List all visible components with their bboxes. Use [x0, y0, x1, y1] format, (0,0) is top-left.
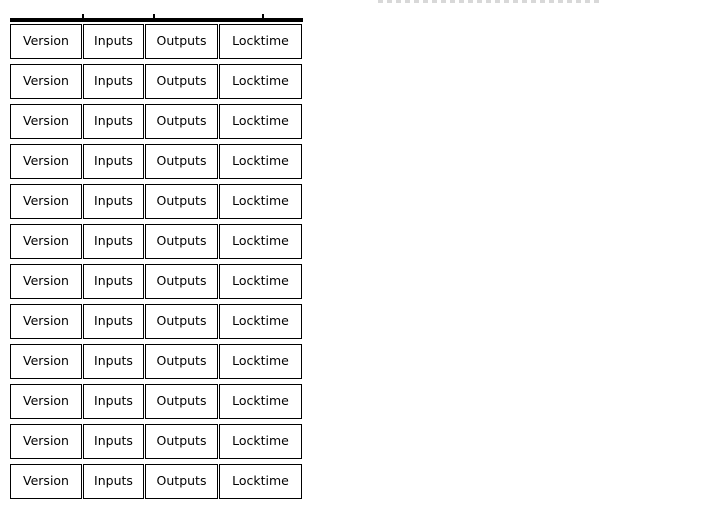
cell-outputs: Outputs [145, 304, 218, 339]
cell-version: Version [10, 264, 82, 299]
table-row [10, 464, 303, 499]
cell-locktime: Locktime [219, 104, 302, 139]
cell-version: Version [10, 184, 82, 219]
cell-version: Version [10, 384, 82, 419]
top-rule [10, 18, 303, 22]
table-row [10, 64, 303, 99]
table-row [10, 264, 303, 299]
table-row [10, 144, 303, 179]
cell-version: Version [10, 144, 82, 179]
cell-inputs: Inputs [83, 264, 144, 299]
cell-outputs: Outputs [145, 104, 218, 139]
tick-mark-3 [262, 14, 264, 19]
table-row [10, 104, 303, 139]
cell-locktime: Locktime [219, 144, 302, 179]
cell-locktime: Locktime [219, 424, 302, 459]
cell-inputs: Inputs [83, 224, 144, 259]
cell-locktime: Locktime [219, 304, 302, 339]
transaction-rows [10, 24, 303, 504]
cell-version: Version [10, 344, 82, 379]
table-row [10, 224, 303, 259]
tick-mark-1 [82, 14, 84, 19]
table-row [10, 304, 303, 339]
cell-inputs: Inputs [83, 184, 144, 219]
cell-version: Version [10, 224, 82, 259]
table-row [10, 424, 303, 459]
cell-locktime: Locktime [219, 264, 302, 299]
cell-outputs: Outputs [145, 264, 218, 299]
tick-mark-2 [153, 14, 155, 19]
cell-version: Version [10, 64, 82, 99]
table-row [10, 384, 303, 419]
cell-locktime: Locktime [219, 64, 302, 99]
faint-dashed-bar [378, 0, 600, 3]
cell-inputs: Inputs [83, 24, 144, 59]
cell-inputs: Inputs [83, 384, 144, 419]
cell-inputs: Inputs [83, 104, 144, 139]
cell-version: Version [10, 304, 82, 339]
cell-outputs: Outputs [145, 64, 218, 99]
cell-inputs: Inputs [83, 304, 144, 339]
cell-inputs: Inputs [83, 344, 144, 379]
table-row [10, 344, 303, 379]
cell-locktime: Locktime [219, 384, 302, 419]
cell-outputs: Outputs [145, 224, 218, 259]
cell-outputs: Outputs [145, 184, 218, 219]
cell-version: Version [10, 24, 82, 59]
cell-version: Version [10, 104, 82, 139]
table-row [10, 184, 303, 219]
cell-outputs: Outputs [145, 344, 218, 379]
cell-outputs: Outputs [145, 424, 218, 459]
cell-locktime: Locktime [219, 184, 302, 219]
cell-outputs: Outputs [145, 24, 218, 59]
cell-outputs: Outputs [145, 384, 218, 419]
cell-locktime: Locktime [219, 224, 302, 259]
cell-outputs: Outputs [145, 464, 218, 499]
cell-inputs: Inputs [83, 464, 144, 499]
cell-locktime: Locktime [219, 24, 302, 59]
cell-inputs: Inputs [83, 424, 144, 459]
cell-version: Version [10, 424, 82, 459]
cell-inputs: Inputs [83, 144, 144, 179]
cell-locktime: Locktime [219, 344, 302, 379]
cell-version: Version [10, 464, 82, 499]
table-row [10, 24, 303, 59]
cell-locktime: Locktime [219, 464, 302, 499]
cell-outputs: Outputs [145, 144, 218, 179]
cell-inputs: Inputs [83, 64, 144, 99]
